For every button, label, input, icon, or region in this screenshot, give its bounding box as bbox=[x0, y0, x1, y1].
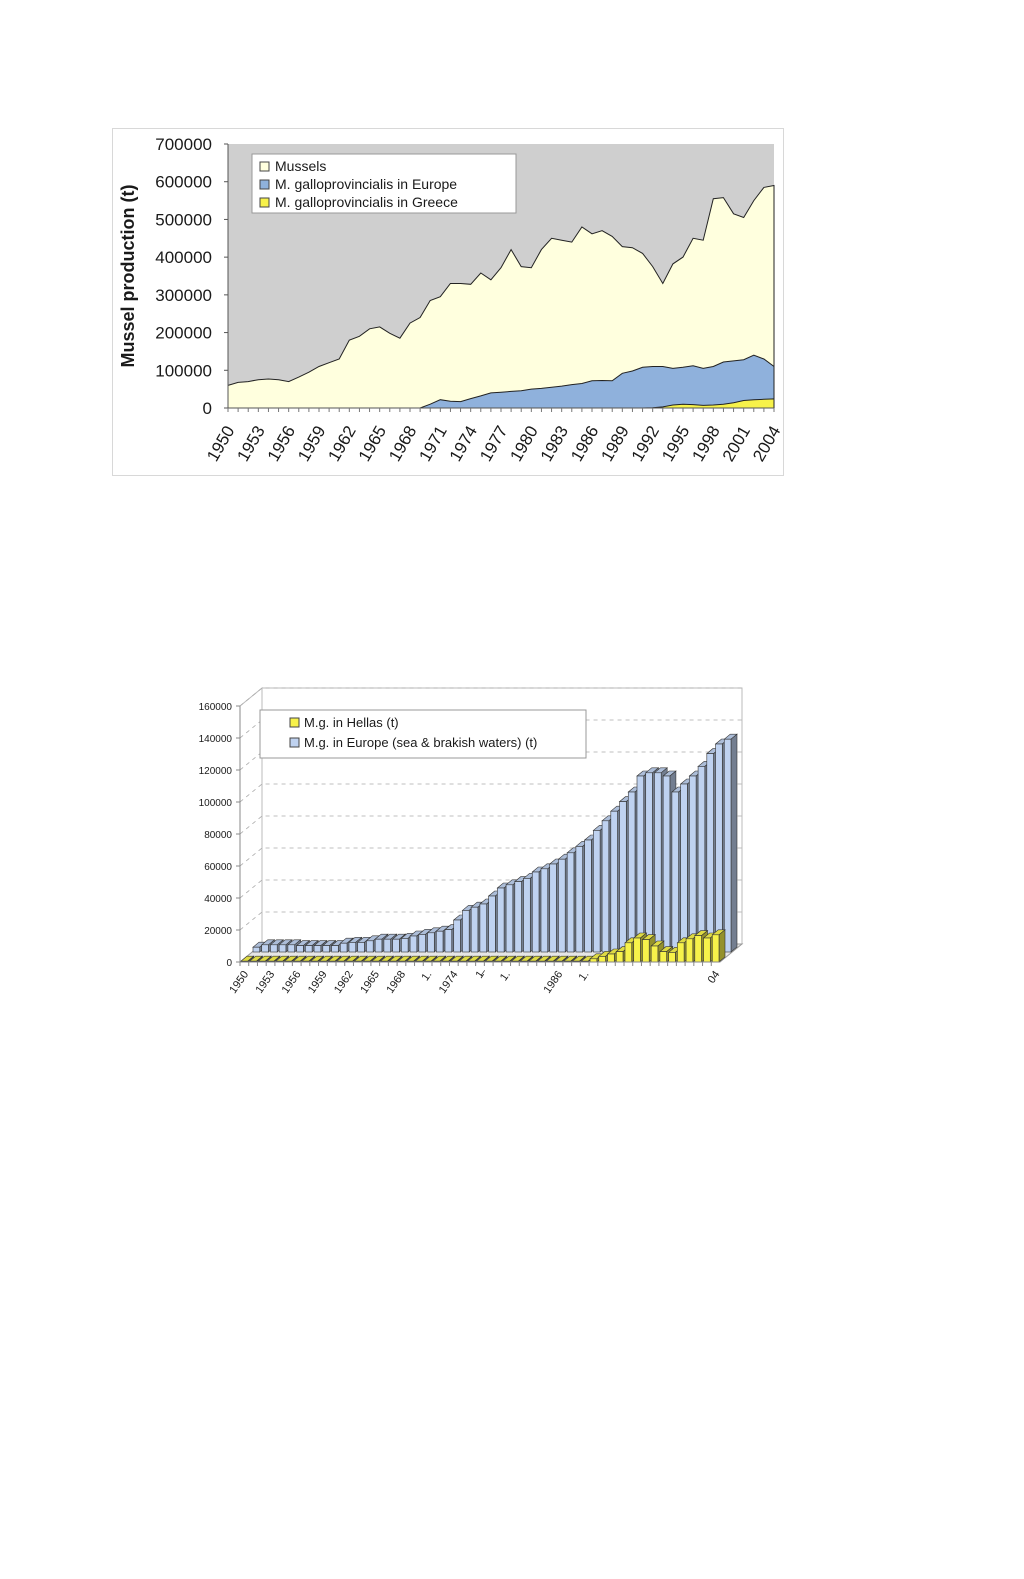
y-tick-label: 120000 bbox=[198, 766, 232, 777]
x-tick-label: 1968 bbox=[385, 422, 421, 465]
x-tick-label: 1̶ bbox=[473, 968, 487, 981]
chart1-svg bbox=[112, 128, 784, 476]
x-tick-label: 1989 bbox=[597, 422, 633, 465]
x-tick-label: 04 bbox=[705, 968, 723, 986]
mussel-production-area-chart bbox=[112, 128, 784, 476]
x-tick-label: 1980 bbox=[506, 422, 542, 465]
chart2-legend bbox=[260, 710, 586, 758]
x-tick-label: 1974 bbox=[445, 422, 482, 465]
x-tick-label: 2001 bbox=[718, 422, 755, 465]
mg-hellas-europe-3d-bar-chart bbox=[120, 686, 810, 1022]
y-tick-label: 160000 bbox=[198, 702, 232, 713]
x-tick-label: 1. bbox=[576, 968, 592, 984]
legend-swatch bbox=[290, 718, 299, 727]
x-tick-label: 1995 bbox=[658, 422, 694, 465]
x-tick-label: 1974 bbox=[436, 968, 461, 996]
x-tick-label: 1986 bbox=[541, 968, 566, 996]
x-tick-label: 1992 bbox=[627, 422, 664, 465]
y-tick-label: 500000 bbox=[155, 210, 212, 230]
x-tick-label: 1953 bbox=[233, 422, 269, 465]
legend-label: Mussels bbox=[275, 158, 327, 174]
y-tick-label: 200000 bbox=[155, 323, 212, 343]
y-tick-label: 20000 bbox=[204, 926, 232, 937]
legend-swatch bbox=[290, 738, 299, 747]
x-tick-label: 1977 bbox=[476, 422, 512, 465]
y-tick-label: 100000 bbox=[198, 798, 232, 809]
legend-swatch bbox=[260, 198, 269, 207]
x-tick-label: 1965 bbox=[354, 422, 391, 465]
y-tick-label: 100000 bbox=[155, 361, 212, 381]
y-tick-label: 60000 bbox=[204, 862, 232, 873]
y-tick-label: 80000 bbox=[204, 830, 232, 841]
chart2-svg bbox=[120, 686, 810, 1022]
x-tick-label: 1959 bbox=[294, 422, 330, 465]
x-tick-label: 1956 bbox=[279, 968, 304, 996]
x-tick-label: 1959 bbox=[305, 968, 330, 996]
x-tick-label: 1983 bbox=[536, 422, 573, 465]
x-tick-label: 1953 bbox=[253, 968, 278, 996]
y-tick-label: 0 bbox=[226, 958, 232, 969]
bar-hellas bbox=[712, 930, 725, 962]
x-tick-label: 1986 bbox=[567, 422, 603, 465]
legend-swatch bbox=[260, 180, 269, 189]
y-tick-label: 0 bbox=[202, 399, 212, 418]
bar-europe bbox=[724, 734, 737, 952]
x-tick-label: 2004 bbox=[749, 422, 784, 465]
x-tick-label: 1968 bbox=[384, 968, 409, 996]
x-tick-label: 1965 bbox=[358, 968, 383, 996]
chart1-legend bbox=[252, 154, 516, 213]
y-tick-label: 400000 bbox=[155, 248, 212, 268]
y-axis-title: Mussel production (t) bbox=[118, 184, 138, 368]
legend-label: M.g. in Europe (sea & brakish waters) (t) bbox=[304, 735, 538, 750]
x-tick-label: 1950 bbox=[227, 968, 252, 996]
y-tick-label: 700000 bbox=[155, 135, 212, 154]
y-tick-label: 40000 bbox=[204, 894, 232, 905]
x-tick-label: 1. bbox=[419, 968, 435, 984]
x-tick-label: 1962 bbox=[332, 968, 356, 996]
legend-swatch bbox=[260, 162, 269, 171]
legend-label: M. galloprovincialis in Greece bbox=[275, 194, 458, 210]
x-tick-label: 1998 bbox=[688, 422, 724, 465]
x-tick-label: 1971 bbox=[415, 422, 451, 465]
y-tick-label: 140000 bbox=[198, 734, 232, 745]
x-tick-label: 1956 bbox=[263, 422, 300, 465]
x-tick-label: 1. bbox=[497, 968, 514, 984]
y-tick-label: 600000 bbox=[155, 172, 212, 192]
legend-label: M.g. in Hellas (t) bbox=[304, 715, 399, 730]
side-wall bbox=[240, 688, 262, 962]
x-tick-label: 1950 bbox=[203, 422, 239, 465]
legend-label: M. galloprovincialis in Europe bbox=[275, 176, 458, 192]
y-tick-label: 300000 bbox=[155, 285, 212, 305]
x-tick-label: 1962 bbox=[324, 422, 360, 465]
